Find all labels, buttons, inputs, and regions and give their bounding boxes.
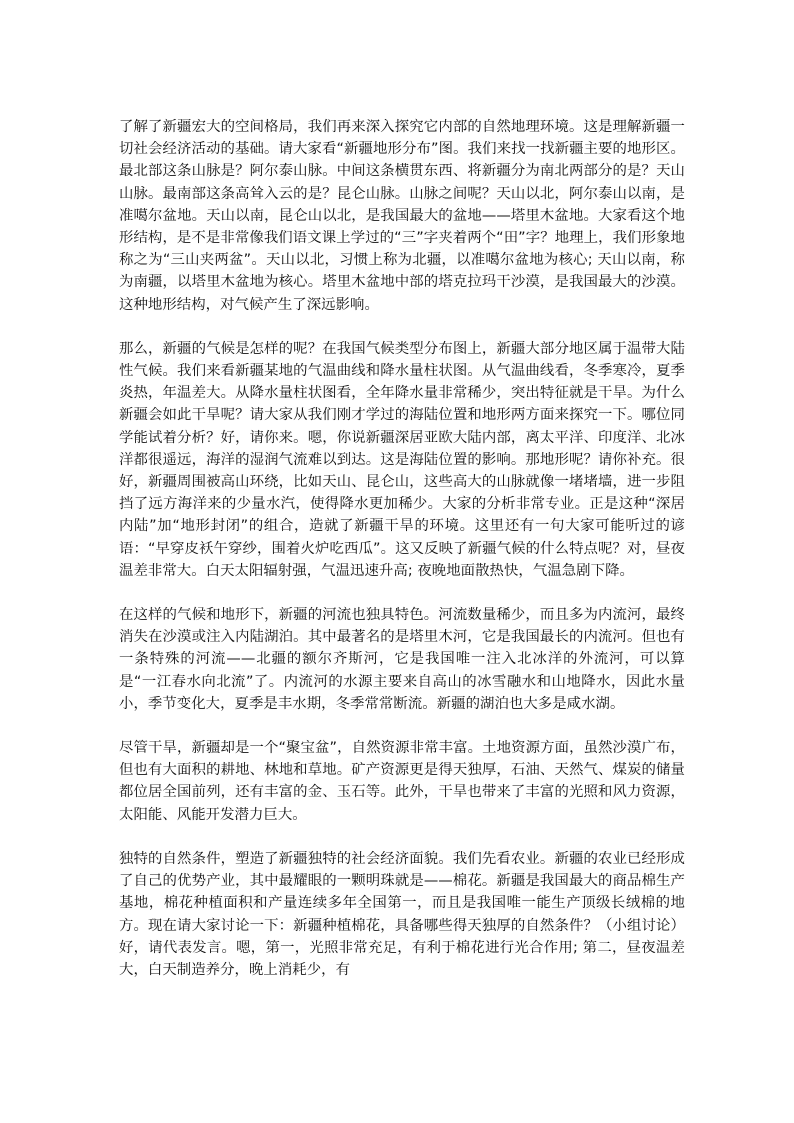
- paragraph-climate: 那么，新疆的气候是怎样的呢？在我国气候类型分布图上，新疆大部分地区属于温带大陆性气候。我们来看新疆某地的气温曲线和降水量柱状图。从气温曲线看，冬季寒冷，夏季炎热，年温差大。从降水量柱状图看，全年降水量非常稀少，突出特征就是干旱。为什么新疆会如此干旱呢？请大家从我们刚才学过的海陆位置和地形两方面来探究一下。哪位同学能试着分析？好，请你来。嗯，你说新疆深居亚欧大陆内部，离太平洋、印度洋、北冰洋都很遥远，海洋的湿润气流难以到达。这是海陆位置的影响。那地形呢？请你补充。很好，新疆周围被高山环绕，比如天山、昆仑山，这些高大的山脉就像一堵堵墙，进一步阻挡了远方海洋来的少量水汽，使得降水更加稀少。大家的分析非常专业。正是这种“深居内陆”加“地形封闭”的组合，造就了新疆干旱的环境。这里还有一句大家可能听过的谚语：“早穿皮袄午穿纱，围着火炉吃西瓜”。这又反映了新疆气候的什么特点呢？对，昼夜温差非常大。白天太阳辐射强，气温迅速升高; 夜晚地面散热快，气温急剧下降。: [119, 340, 685, 579]
- paragraph-agriculture: 独特的自然条件，塑造了新疆独特的社会经济面貌。我们先看农业。新疆的农业已经形成了自己的优势产业，其中最耀眼的一颗明珠就是——棉花。新疆是我国最大的商品棉生产基地，棉花种植面积和产量连续多年全国第一，而且是我国唯一能生产顶级长绒棉的地方。现在请大家讨论一下：新疆种植棉花，具备哪些得天独厚的自然条件？（小组讨论）好，请代表发言。嗯，第一，光照非常充足，有利于棉花进行光合作用; 第二，昼夜温差大，白天制造养分，晚上消耗少，有: [119, 850, 685, 978]
- document-body: [119, 116, 685, 1003]
- paragraph-terrain: 了解了新疆宏大的空间格局，我们再来深入探究它内部的自然地理环境。这是理解新疆一切社会经济活动的基础。请大家看“新疆地形分布”图。我们来找一找新疆主要的地形区。最北部这条山脉是？阿尔泰山脉。中间这条横贯东西、将新疆分为南北两部分的是？天山山脉。最南部这条高耸入云的是？昆仑山脉。山脉之间呢？天山以北，阿尔泰山以南，是准噶尔盆地。天山以南，昆仑山以北，是我国最大的盆地——塔里木盆地。大家看这个地形结构，是不是非常像我们语文课上学过的“三”字夹着两个“田”字？地理上，我们形象地称之为“三山夹两盆”。天山以北，习惯上称为北疆，以准噶尔盆地为核心; 天山以南，称为南疆，以塔里木盆地为核心。塔里木盆地中部的塔克拉玛干沙漠，是我国最大的沙漠。这种地形结构，对气候产生了深远影响。: [119, 119, 685, 313]
- paragraph-rivers: 在这样的气候和地形下，新疆的河流也独具特色。河流数量稀少，而且多为内流河，最终消失在沙漠或注入内陆湖泊。其中最著名的是塔里木河，它是我国最长的内流河。但也有一条特殊的河流——北疆的额尔齐斯河，它是我国唯一注入北冰洋的外流河，可以算是“一江春水向北流”了。内流河的水源主要来自高山的冰雪融水和山地降水，因此水量小，季节变化大，夏季是丰水期，冬季常常断流。新疆的湖泊也大多是咸水湖。: [119, 607, 685, 712]
- paragraph-resources: 尽管干旱，新疆却是一个“聚宝盆”，自然资源非常丰富。土地资源方面，虽然沙漠广布，但也有大面积的耕地、林地和草地。矿产资源更是得天独厚，石油、天然气、煤炭的储量都位居全国前列，还有丰富的金、玉石等。此外，干旱也带来了丰富的光照和风力资源，太阳能、风能开发潜力巨大。: [119, 740, 685, 823]
